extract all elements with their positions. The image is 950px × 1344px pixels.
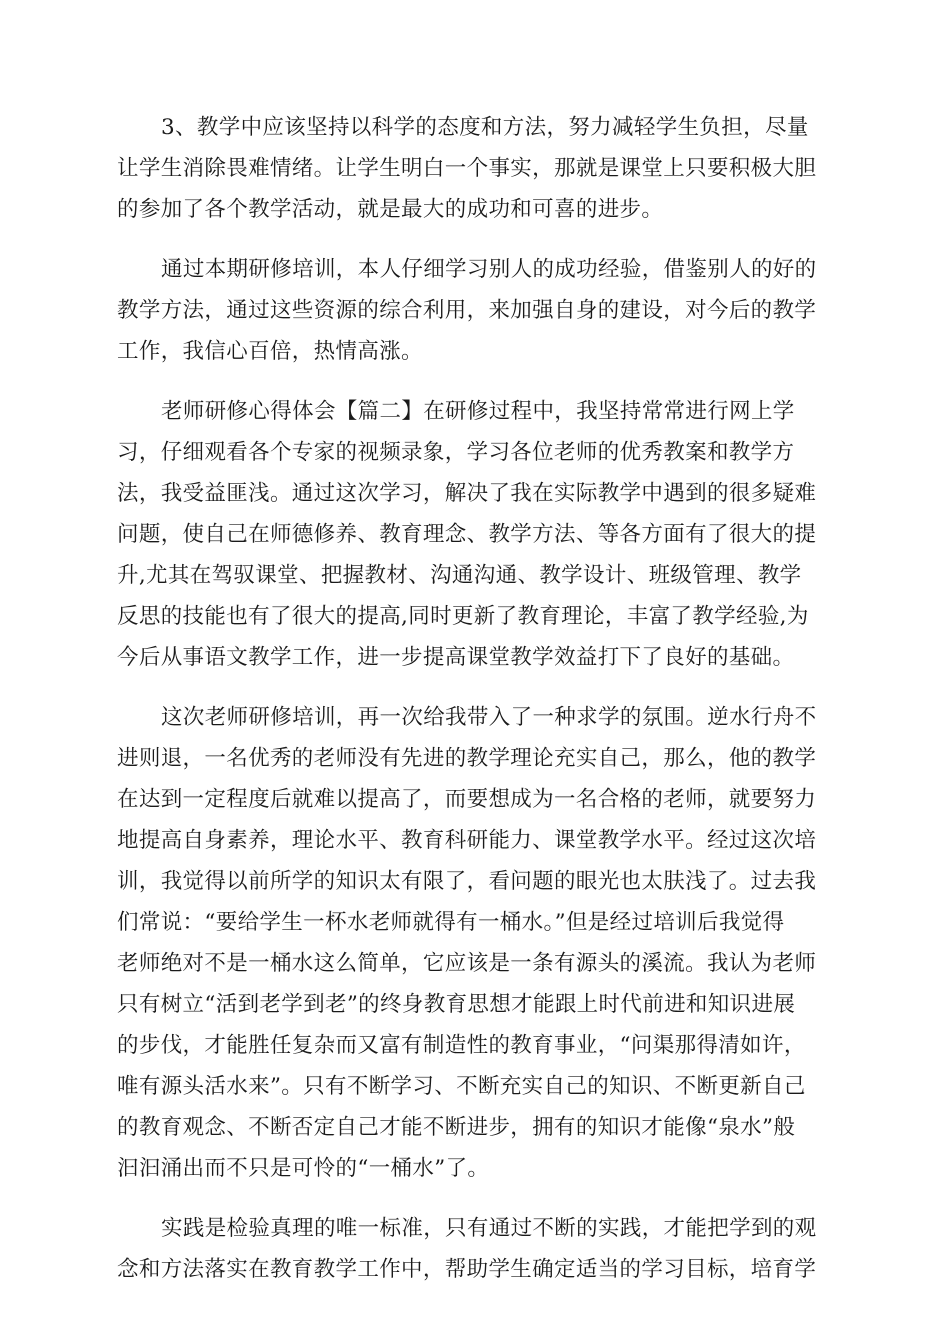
paragraph-line: 这次老师研修培训，再一次给我带入了一种求学的氛围。逆水行舟不 [161, 705, 817, 730]
paragraph-2 [117, 249, 833, 372]
paragraph-line: 工作，我信心百倍，热情高涨。 [117, 339, 423, 364]
paragraph-line: 习，仔细观看各个专家的视频录象，学习各位老师的优秀教案和教学方 [117, 440, 795, 465]
paragraph-1 [117, 107, 833, 230]
paragraph-line: 汩汩涌出而不只是可怜的“一桶水”了。 [117, 1156, 490, 1181]
paragraph-line: 进则退，一名优秀的老师没有先进的教学理论充实自己，那么，他的教学 [117, 746, 817, 771]
paragraph-line: 升,尤其在驾驭课堂、把握教材、沟通沟通、教学设计、班级管理、教学 [117, 563, 802, 588]
paragraph-line: 只有树立“活到老学到老”的终身教育思想才能跟上时代前进和知识进展 [117, 992, 796, 1017]
paragraph-line: 地提高自身素养，理论水平、教育科研能力、课堂教学水平。经过这次培 [117, 828, 817, 853]
paragraph-line: 老师研修心得体会【篇二】在研修过程中，我坚持常常进行网上学 [161, 399, 795, 424]
paragraph-line: 反思的技能也有了很大的提高,同时更新了教育理论，丰富了教学经验,为 [117, 604, 809, 629]
paragraph-line: 唯有源头活水来”。只有不断学习、不断充实自己的知识、不断更新自己 [117, 1074, 806, 1099]
paragraph-4 [117, 697, 833, 1189]
paragraph-5 [117, 1208, 833, 1290]
paragraph-line: 3、教学中应该坚持以科学的态度和方法，努力减轻学生负担，尽量 [161, 115, 809, 140]
paragraph-line: 们常说：“要给学生一杯水老师就得有一桶水。”但是经过培训后我觉得 [117, 910, 785, 935]
paragraph-line: 的参加了各个教学活动，就是最大的成功和可喜的进步。 [117, 197, 664, 222]
paragraph-line: 训，我觉得以前所学的知识太有限了，看问题的眼光也太肤浅了。过去我 [117, 869, 817, 894]
paragraph-line: 教学方法，通过这些资源的综合利用，来加强自身的建设，对今后的教学 [117, 298, 817, 323]
paragraph-line: 在达到一定程度后就难以提高了，而要想成为一名合格的老师，就要努力 [117, 787, 817, 812]
paragraph-line: 实践是检验真理的唯一标准，只有通过不断的实践，才能把学到的观 [161, 1216, 817, 1241]
paragraph-line: 法，我受益匪浅。通过这次学习，解决了我在实际教学中遇到的很多疑难 [117, 481, 817, 506]
paragraph-line: 让学生消除畏难情绪。让学生明白一个事实，那就是课堂上只要积极大胆 [117, 156, 817, 181]
paragraph-3 [117, 391, 833, 678]
paragraph-line: 念和方法落实在教育教学工作中，帮助学生确定适当的学习目标，培育学 [117, 1257, 817, 1282]
document-body [117, 107, 833, 1309]
paragraph-line: 老师绝对不是一桶水这么简单，它应该是一条有源头的溪流。我认为老师 [117, 951, 817, 976]
paragraph-line: 通过本期研修培训，本人仔细学习别人的成功经验，借鉴别人的好的 [161, 257, 817, 282]
paragraph-line: 的步伐，才能胜任复杂而又富有制造性的教育事业，“问渠那得清如许， [117, 1033, 806, 1058]
paragraph-line: 的教育观念、不断否定自己才能不断进步，拥有的知识才能像“泉水”般 [117, 1115, 796, 1140]
paragraph-line: 今后从事语文教学工作，进一步提高课堂教学效益打下了良好的基础。 [117, 645, 795, 670]
paragraph-line: 问题，使自己在师德修养、教育理念、教学方法、等各方面有了很大的提 [117, 522, 817, 547]
